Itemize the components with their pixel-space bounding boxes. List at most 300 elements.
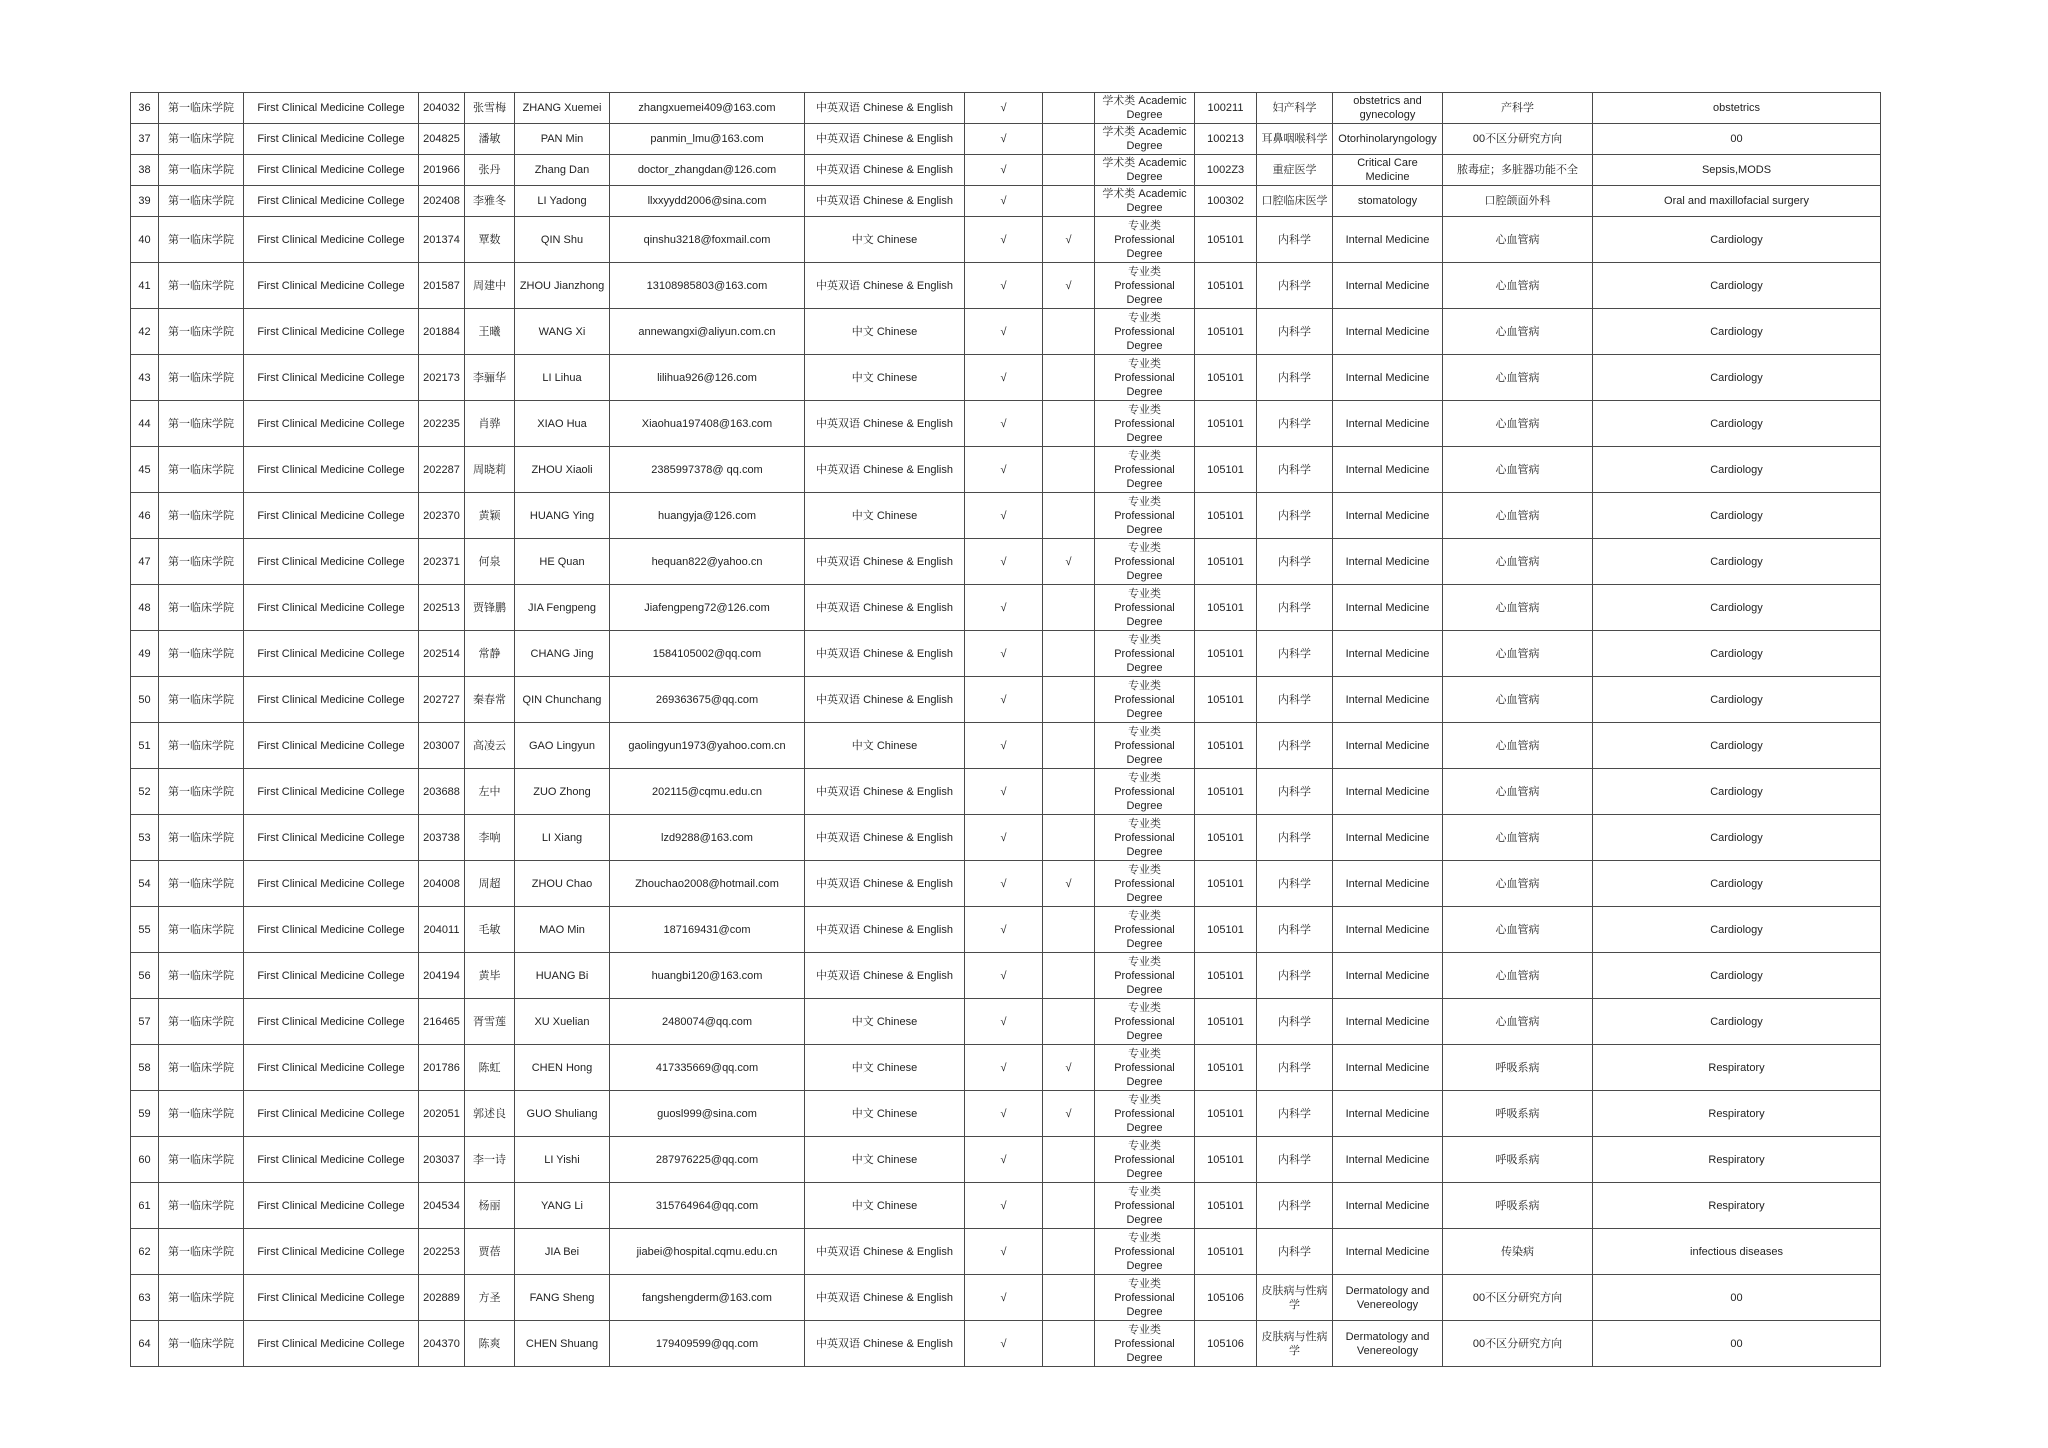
cell-subject-code: 105101 bbox=[1195, 355, 1257, 401]
cell-subject-english: Internal Medicine bbox=[1333, 401, 1443, 447]
cell-name-chinese: 肖骅 bbox=[465, 401, 515, 447]
table-row bbox=[131, 861, 1881, 907]
cell-name-english: XIAO Hua bbox=[515, 401, 610, 447]
cell-checkmark-2 bbox=[1043, 677, 1095, 723]
cell-email: 202115@cqmu.edu.cn bbox=[610, 769, 805, 815]
cell-subject-english: obstetrics and gynecology bbox=[1333, 93, 1443, 124]
cell-name-chinese: 黄颖 bbox=[465, 493, 515, 539]
cell-college-chinese: 第一临床学院 bbox=[159, 401, 244, 447]
cell-college-english: First Clinical Medicine College bbox=[244, 999, 419, 1045]
cell-teaching-language: 中英双语 Chinese & English bbox=[805, 447, 965, 493]
cell-college-chinese: 第一临床学院 bbox=[159, 1137, 244, 1183]
cell-row-number: 41 bbox=[131, 263, 159, 309]
cell-email: lzd9288@163.com bbox=[610, 815, 805, 861]
cell-subject-code: 105101 bbox=[1195, 953, 1257, 999]
cell-subject-chinese: 内科学 bbox=[1257, 815, 1333, 861]
cell-research-chinese: 心血管病 bbox=[1443, 769, 1593, 815]
cell-email: 13108985803@163.com bbox=[610, 263, 805, 309]
cell-email: 315764964@qq.com bbox=[610, 1183, 805, 1229]
cell-name-chinese: 周晓莉 bbox=[465, 447, 515, 493]
cell-name-english: ZUO Zhong bbox=[515, 769, 610, 815]
cell-subject-code: 105101 bbox=[1195, 585, 1257, 631]
cell-name-chinese: 王曦 bbox=[465, 309, 515, 355]
cell-college-english: First Clinical Medicine College bbox=[244, 186, 419, 217]
cell-subject-english: Internal Medicine bbox=[1333, 1137, 1443, 1183]
cell-name-chinese: 李响 bbox=[465, 815, 515, 861]
cell-name-chinese: 周超 bbox=[465, 861, 515, 907]
cell-research-chinese: 心血管病 bbox=[1443, 263, 1593, 309]
cell-name-english: CHANG Jing bbox=[515, 631, 610, 677]
cell-name-english: GAO Lingyun bbox=[515, 723, 610, 769]
cell-research-chinese: 脓毒症；多脏器功能不全 bbox=[1443, 155, 1593, 186]
cell-college-english: First Clinical Medicine College bbox=[244, 677, 419, 723]
cell-college-chinese: 第一临床学院 bbox=[159, 723, 244, 769]
cell-checkmark-1: √ bbox=[965, 585, 1043, 631]
cell-research-chinese: 呼吸系病 bbox=[1443, 1045, 1593, 1091]
table-row bbox=[131, 401, 1881, 447]
cell-degree-type: 专业类 Professional Degree bbox=[1095, 815, 1195, 861]
cell-email: doctor_zhangdan@126.com bbox=[610, 155, 805, 186]
cell-row-number: 63 bbox=[131, 1275, 159, 1321]
table-row bbox=[131, 217, 1881, 263]
cell-subject-english: Internal Medicine bbox=[1333, 907, 1443, 953]
cell-checkmark-1: √ bbox=[965, 1045, 1043, 1091]
cell-research-english: Cardiology bbox=[1593, 631, 1881, 677]
cell-subject-code: 1002Z3 bbox=[1195, 155, 1257, 186]
cell-subject-english: Internal Medicine bbox=[1333, 263, 1443, 309]
cell-subject-code: 105106 bbox=[1195, 1275, 1257, 1321]
table-body bbox=[131, 93, 1881, 1367]
cell-email: 269363675@qq.com bbox=[610, 677, 805, 723]
cell-degree-type: 专业类 Professional Degree bbox=[1095, 1321, 1195, 1367]
cell-teaching-language: 中英双语 Chinese & English bbox=[805, 401, 965, 447]
cell-subject-chinese: 内科学 bbox=[1257, 447, 1333, 493]
cell-checkmark-2 bbox=[1043, 723, 1095, 769]
cell-name-chinese: 陈爽 bbox=[465, 1321, 515, 1367]
cell-teaching-language: 中英双语 Chinese & English bbox=[805, 263, 965, 309]
cell-subject-english: Internal Medicine bbox=[1333, 447, 1443, 493]
cell-degree-type: 专业类 Professional Degree bbox=[1095, 1137, 1195, 1183]
cell-checkmark-2 bbox=[1043, 769, 1095, 815]
cell-college-english: First Clinical Medicine College bbox=[244, 447, 419, 493]
cell-supervisor-id: 202235 bbox=[419, 401, 465, 447]
cell-checkmark-2 bbox=[1043, 93, 1095, 124]
cell-email: 1584105002@qq.com bbox=[610, 631, 805, 677]
cell-supervisor-id: 203037 bbox=[419, 1137, 465, 1183]
cell-degree-type: 专业类 Professional Degree bbox=[1095, 1183, 1195, 1229]
cell-degree-type: 专业类 Professional Degree bbox=[1095, 355, 1195, 401]
cell-teaching-language: 中英双语 Chinese & English bbox=[805, 585, 965, 631]
cell-college-chinese: 第一临床学院 bbox=[159, 309, 244, 355]
cell-subject-english: Internal Medicine bbox=[1333, 539, 1443, 585]
cell-name-english: GUO Shuliang bbox=[515, 1091, 610, 1137]
cell-supervisor-id: 204194 bbox=[419, 953, 465, 999]
cell-row-number: 49 bbox=[131, 631, 159, 677]
cell-checkmark-2 bbox=[1043, 815, 1095, 861]
cell-research-english: infectious diseases bbox=[1593, 1229, 1881, 1275]
cell-college-chinese: 第一临床学院 bbox=[159, 1045, 244, 1091]
cell-checkmark-2 bbox=[1043, 1275, 1095, 1321]
cell-degree-type: 专业类 Professional Degree bbox=[1095, 493, 1195, 539]
cell-supervisor-id: 204008 bbox=[419, 861, 465, 907]
cell-college-english: First Clinical Medicine College bbox=[244, 401, 419, 447]
cell-subject-chinese: 重症医学 bbox=[1257, 155, 1333, 186]
cell-row-number: 59 bbox=[131, 1091, 159, 1137]
cell-teaching-language: 中文 Chinese bbox=[805, 493, 965, 539]
cell-subject-code: 105101 bbox=[1195, 769, 1257, 815]
table-row bbox=[131, 155, 1881, 186]
cell-teaching-language: 中英双语 Chinese & English bbox=[805, 1229, 965, 1275]
cell-teaching-language: 中英双语 Chinese & English bbox=[805, 631, 965, 677]
cell-checkmark-2: √ bbox=[1043, 1091, 1095, 1137]
cell-subject-chinese: 内科学 bbox=[1257, 631, 1333, 677]
cell-checkmark-1: √ bbox=[965, 999, 1043, 1045]
table-row bbox=[131, 677, 1881, 723]
cell-checkmark-2: √ bbox=[1043, 263, 1095, 309]
cell-college-english: First Clinical Medicine College bbox=[244, 631, 419, 677]
cell-email: Zhouchao2008@hotmail.com bbox=[610, 861, 805, 907]
cell-college-english: First Clinical Medicine College bbox=[244, 309, 419, 355]
cell-teaching-language: 中英双语 Chinese & English bbox=[805, 124, 965, 155]
cell-college-chinese: 第一临床学院 bbox=[159, 355, 244, 401]
cell-email: gaolingyun1973@yahoo.com.cn bbox=[610, 723, 805, 769]
cell-research-english: 00 bbox=[1593, 124, 1881, 155]
cell-name-chinese: 常静 bbox=[465, 631, 515, 677]
cell-row-number: 52 bbox=[131, 769, 159, 815]
cell-college-english: First Clinical Medicine College bbox=[244, 1091, 419, 1137]
table-row bbox=[131, 93, 1881, 124]
cell-supervisor-id: 202370 bbox=[419, 493, 465, 539]
table-row bbox=[131, 355, 1881, 401]
table-row bbox=[131, 1321, 1881, 1367]
cell-supervisor-id: 204534 bbox=[419, 1183, 465, 1229]
cell-subject-english: Internal Medicine bbox=[1333, 355, 1443, 401]
table-row bbox=[131, 1183, 1881, 1229]
cell-name-english: JIA Bei bbox=[515, 1229, 610, 1275]
cell-supervisor-id: 203007 bbox=[419, 723, 465, 769]
cell-name-english: JIA Fengpeng bbox=[515, 585, 610, 631]
cell-row-number: 60 bbox=[131, 1137, 159, 1183]
cell-college-chinese: 第一临床学院 bbox=[159, 447, 244, 493]
cell-subject-chinese: 内科学 bbox=[1257, 585, 1333, 631]
cell-college-chinese: 第一临床学院 bbox=[159, 677, 244, 723]
cell-name-chinese: 李骊华 bbox=[465, 355, 515, 401]
cell-subject-code: 105101 bbox=[1195, 1183, 1257, 1229]
cell-supervisor-id: 202514 bbox=[419, 631, 465, 677]
table-row bbox=[131, 493, 1881, 539]
cell-subject-chinese: 内科学 bbox=[1257, 401, 1333, 447]
cell-checkmark-2 bbox=[1043, 1183, 1095, 1229]
cell-college-english: First Clinical Medicine College bbox=[244, 723, 419, 769]
cell-research-english: obstetrics bbox=[1593, 93, 1881, 124]
cell-research-english: 00 bbox=[1593, 1321, 1881, 1367]
cell-subject-code: 105101 bbox=[1195, 677, 1257, 723]
cell-research-chinese: 00不区分研究方向 bbox=[1443, 124, 1593, 155]
cell-checkmark-2: √ bbox=[1043, 217, 1095, 263]
cell-college-english: First Clinical Medicine College bbox=[244, 861, 419, 907]
cell-subject-english: Internal Medicine bbox=[1333, 861, 1443, 907]
cell-research-chinese: 心血管病 bbox=[1443, 723, 1593, 769]
cell-research-chinese: 心血管病 bbox=[1443, 447, 1593, 493]
cell-row-number: 57 bbox=[131, 999, 159, 1045]
cell-email: 2480074@qq.com bbox=[610, 999, 805, 1045]
cell-degree-type: 专业类 Professional Degree bbox=[1095, 953, 1195, 999]
cell-name-english: ZHOU Chao bbox=[515, 861, 610, 907]
cell-college-chinese: 第一临床学院 bbox=[159, 815, 244, 861]
table-row bbox=[131, 1137, 1881, 1183]
cell-research-chinese: 心血管病 bbox=[1443, 217, 1593, 263]
cell-row-number: 48 bbox=[131, 585, 159, 631]
table-row bbox=[131, 631, 1881, 677]
cell-research-english: Cardiology bbox=[1593, 769, 1881, 815]
cell-checkmark-1: √ bbox=[965, 861, 1043, 907]
cell-name-english: PAN Min bbox=[515, 124, 610, 155]
cell-checkmark-2 bbox=[1043, 585, 1095, 631]
cell-college-chinese: 第一临床学院 bbox=[159, 493, 244, 539]
cell-degree-type: 专业类 Professional Degree bbox=[1095, 677, 1195, 723]
cell-college-chinese: 第一临床学院 bbox=[159, 953, 244, 999]
cell-supervisor-id: 201587 bbox=[419, 263, 465, 309]
cell-research-chinese: 心血管病 bbox=[1443, 815, 1593, 861]
cell-checkmark-2 bbox=[1043, 631, 1095, 677]
cell-checkmark-2 bbox=[1043, 124, 1095, 155]
cell-subject-english: Internal Medicine bbox=[1333, 953, 1443, 999]
cell-checkmark-1: √ bbox=[965, 677, 1043, 723]
table-row bbox=[131, 447, 1881, 493]
cell-email: fangshengderm@163.com bbox=[610, 1275, 805, 1321]
cell-degree-type: 专业类 Professional Degree bbox=[1095, 263, 1195, 309]
cell-email: llxxyydd2006@sina.com bbox=[610, 186, 805, 217]
cell-research-english: Cardiology bbox=[1593, 815, 1881, 861]
cell-subject-code: 105101 bbox=[1195, 1137, 1257, 1183]
cell-supervisor-id: 202727 bbox=[419, 677, 465, 723]
cell-research-chinese: 心血管病 bbox=[1443, 677, 1593, 723]
table-row bbox=[131, 1045, 1881, 1091]
table-row bbox=[131, 769, 1881, 815]
cell-supervisor-id: 202513 bbox=[419, 585, 465, 631]
cell-research-english: Cardiology bbox=[1593, 355, 1881, 401]
cell-supervisor-id: 201884 bbox=[419, 309, 465, 355]
cell-research-english: Cardiology bbox=[1593, 677, 1881, 723]
cell-name-chinese: 郭述良 bbox=[465, 1091, 515, 1137]
cell-teaching-language: 中文 Chinese bbox=[805, 1137, 965, 1183]
cell-name-english: CHEN Hong bbox=[515, 1045, 610, 1091]
supervisor-roster-table bbox=[130, 92, 1881, 1367]
table-row bbox=[131, 124, 1881, 155]
cell-supervisor-id: 202173 bbox=[419, 355, 465, 401]
cell-degree-type: 专业类 Professional Degree bbox=[1095, 769, 1195, 815]
cell-degree-type: 专业类 Professional Degree bbox=[1095, 861, 1195, 907]
cell-degree-type: 学术类 Academic Degree bbox=[1095, 93, 1195, 124]
cell-checkmark-2 bbox=[1043, 186, 1095, 217]
table-row bbox=[131, 1091, 1881, 1137]
cell-research-english: Cardiology bbox=[1593, 861, 1881, 907]
cell-checkmark-2 bbox=[1043, 309, 1095, 355]
cell-subject-code: 105101 bbox=[1195, 999, 1257, 1045]
cell-checkmark-1: √ bbox=[965, 447, 1043, 493]
cell-checkmark-1: √ bbox=[965, 217, 1043, 263]
cell-subject-chinese: 内科学 bbox=[1257, 769, 1333, 815]
cell-subject-chinese: 内科学 bbox=[1257, 861, 1333, 907]
cell-name-english: XU Xuelian bbox=[515, 999, 610, 1045]
cell-checkmark-1: √ bbox=[965, 1229, 1043, 1275]
cell-teaching-language: 中英双语 Chinese & English bbox=[805, 953, 965, 999]
cell-subject-code: 105101 bbox=[1195, 539, 1257, 585]
cell-degree-type: 专业类 Professional Degree bbox=[1095, 1229, 1195, 1275]
cell-row-number: 36 bbox=[131, 93, 159, 124]
cell-checkmark-1: √ bbox=[965, 124, 1043, 155]
cell-supervisor-id: 201374 bbox=[419, 217, 465, 263]
cell-supervisor-id: 204011 bbox=[419, 907, 465, 953]
cell-row-number: 62 bbox=[131, 1229, 159, 1275]
cell-subject-english: Internal Medicine bbox=[1333, 217, 1443, 263]
cell-supervisor-id: 203738 bbox=[419, 815, 465, 861]
cell-row-number: 37 bbox=[131, 124, 159, 155]
cell-row-number: 51 bbox=[131, 723, 159, 769]
cell-row-number: 38 bbox=[131, 155, 159, 186]
cell-subject-chinese: 内科学 bbox=[1257, 539, 1333, 585]
cell-college-chinese: 第一临床学院 bbox=[159, 539, 244, 585]
cell-supervisor-id: 201966 bbox=[419, 155, 465, 186]
cell-subject-chinese: 内科学 bbox=[1257, 1091, 1333, 1137]
cell-subject-chinese: 内科学 bbox=[1257, 953, 1333, 999]
cell-research-chinese: 心血管病 bbox=[1443, 401, 1593, 447]
cell-row-number: 58 bbox=[131, 1045, 159, 1091]
cell-research-english: Cardiology bbox=[1593, 999, 1881, 1045]
cell-email: 417335669@qq.com bbox=[610, 1045, 805, 1091]
cell-checkmark-1: √ bbox=[965, 1275, 1043, 1321]
cell-subject-chinese: 内科学 bbox=[1257, 1229, 1333, 1275]
cell-checkmark-2 bbox=[1043, 1137, 1095, 1183]
cell-research-chinese: 00不区分研究方向 bbox=[1443, 1275, 1593, 1321]
cell-degree-type: 专业类 Professional Degree bbox=[1095, 723, 1195, 769]
cell-subject-chinese: 耳鼻咽喉科学 bbox=[1257, 124, 1333, 155]
cell-checkmark-2 bbox=[1043, 1229, 1095, 1275]
cell-college-english: First Clinical Medicine College bbox=[244, 907, 419, 953]
cell-supervisor-id: 202408 bbox=[419, 186, 465, 217]
cell-checkmark-1: √ bbox=[965, 631, 1043, 677]
cell-checkmark-1: √ bbox=[965, 1321, 1043, 1367]
cell-college-chinese: 第一临床学院 bbox=[159, 1275, 244, 1321]
cell-subject-english: Internal Medicine bbox=[1333, 815, 1443, 861]
cell-college-chinese: 第一临床学院 bbox=[159, 1229, 244, 1275]
cell-subject-english: Otorhinolaryngology bbox=[1333, 124, 1443, 155]
cell-research-english: Cardiology bbox=[1593, 907, 1881, 953]
cell-college-chinese: 第一临床学院 bbox=[159, 631, 244, 677]
cell-degree-type: 学术类 Academic Degree bbox=[1095, 186, 1195, 217]
cell-college-chinese: 第一临床学院 bbox=[159, 1321, 244, 1367]
cell-research-chinese: 心血管病 bbox=[1443, 861, 1593, 907]
cell-name-english: YANG Li bbox=[515, 1183, 610, 1229]
cell-research-english: Cardiology bbox=[1593, 401, 1881, 447]
cell-research-chinese: 心血管病 bbox=[1443, 355, 1593, 401]
cell-subject-chinese: 皮肤病与性病学 bbox=[1257, 1275, 1333, 1321]
cell-supervisor-id: 202889 bbox=[419, 1275, 465, 1321]
cell-checkmark-2 bbox=[1043, 953, 1095, 999]
cell-name-chinese: 贾蓓 bbox=[465, 1229, 515, 1275]
cell-degree-type: 专业类 Professional Degree bbox=[1095, 907, 1195, 953]
cell-teaching-language: 中文 Chinese bbox=[805, 723, 965, 769]
cell-email: Xiaohua197408@163.com bbox=[610, 401, 805, 447]
cell-subject-chinese: 皮肤病与性病学 bbox=[1257, 1321, 1333, 1367]
cell-teaching-language: 中英双语 Chinese & English bbox=[805, 186, 965, 217]
cell-degree-type: 专业类 Professional Degree bbox=[1095, 631, 1195, 677]
cell-subject-english: Internal Medicine bbox=[1333, 1183, 1443, 1229]
cell-checkmark-1: √ bbox=[965, 186, 1043, 217]
cell-college-english: First Clinical Medicine College bbox=[244, 815, 419, 861]
cell-row-number: 43 bbox=[131, 355, 159, 401]
cell-degree-type: 专业类 Professional Degree bbox=[1095, 539, 1195, 585]
cell-row-number: 61 bbox=[131, 1183, 159, 1229]
cell-teaching-language: 中英双语 Chinese & English bbox=[805, 539, 965, 585]
cell-name-english: Zhang Dan bbox=[515, 155, 610, 186]
cell-subject-english: Internal Medicine bbox=[1333, 723, 1443, 769]
cell-supervisor-id: 216465 bbox=[419, 999, 465, 1045]
cell-degree-type: 专业类 Professional Degree bbox=[1095, 1275, 1195, 1321]
cell-college-chinese: 第一临床学院 bbox=[159, 93, 244, 124]
cell-subject-english: Critical Care Medicine bbox=[1333, 155, 1443, 186]
cell-teaching-language: 中英双语 Chinese & English bbox=[805, 1275, 965, 1321]
cell-checkmark-1: √ bbox=[965, 1183, 1043, 1229]
cell-subject-chinese: 妇产科学 bbox=[1257, 93, 1333, 124]
cell-subject-code: 100213 bbox=[1195, 124, 1257, 155]
cell-checkmark-1: √ bbox=[965, 493, 1043, 539]
cell-email: qinshu3218@foxmail.com bbox=[610, 217, 805, 263]
cell-row-number: 64 bbox=[131, 1321, 159, 1367]
table-row bbox=[131, 186, 1881, 217]
cell-research-english: Respiratory bbox=[1593, 1183, 1881, 1229]
cell-research-chinese: 心血管病 bbox=[1443, 999, 1593, 1045]
cell-checkmark-2: √ bbox=[1043, 861, 1095, 907]
cell-subject-chinese: 内科学 bbox=[1257, 1137, 1333, 1183]
cell-subject-english: Internal Medicine bbox=[1333, 493, 1443, 539]
table-row bbox=[131, 309, 1881, 355]
cell-subject-english: Internal Medicine bbox=[1333, 585, 1443, 631]
cell-college-english: First Clinical Medicine College bbox=[244, 263, 419, 309]
cell-teaching-language: 中英双语 Chinese & English bbox=[805, 907, 965, 953]
cell-email: jiabei@hospital.cqmu.edu.cn bbox=[610, 1229, 805, 1275]
table-row bbox=[131, 585, 1881, 631]
cell-teaching-language: 中文 Chinese bbox=[805, 309, 965, 355]
cell-degree-type: 学术类 Academic Degree bbox=[1095, 124, 1195, 155]
cell-degree-type: 专业类 Professional Degree bbox=[1095, 309, 1195, 355]
cell-subject-code: 105101 bbox=[1195, 447, 1257, 493]
cell-name-english: ZHOU Jianzhong bbox=[515, 263, 610, 309]
cell-research-english: Cardiology bbox=[1593, 723, 1881, 769]
cell-subject-chinese: 内科学 bbox=[1257, 263, 1333, 309]
cell-email: lilihua926@126.com bbox=[610, 355, 805, 401]
cell-teaching-language: 中文 Chinese bbox=[805, 999, 965, 1045]
cell-email: annewangxi@aliyun.com.cn bbox=[610, 309, 805, 355]
cell-research-english: Cardiology bbox=[1593, 539, 1881, 585]
cell-research-chinese: 心血管病 bbox=[1443, 907, 1593, 953]
cell-degree-type: 学术类 Academic Degree bbox=[1095, 155, 1195, 186]
cell-subject-code: 100211 bbox=[1195, 93, 1257, 124]
cell-email: 287976225@qq.com bbox=[610, 1137, 805, 1183]
cell-research-english: Cardiology bbox=[1593, 493, 1881, 539]
cell-research-chinese: 呼吸系病 bbox=[1443, 1137, 1593, 1183]
cell-college-chinese: 第一临床学院 bbox=[159, 263, 244, 309]
cell-checkmark-1: √ bbox=[965, 723, 1043, 769]
cell-email: guosl999@sina.com bbox=[610, 1091, 805, 1137]
cell-name-chinese: 高凌云 bbox=[465, 723, 515, 769]
cell-teaching-language: 中英双语 Chinese & English bbox=[805, 93, 965, 124]
cell-name-english: LI Xiang bbox=[515, 815, 610, 861]
cell-subject-code: 105101 bbox=[1195, 493, 1257, 539]
cell-research-chinese: 传染病 bbox=[1443, 1229, 1593, 1275]
cell-checkmark-1: √ bbox=[965, 907, 1043, 953]
cell-subject-english: Internal Medicine bbox=[1333, 677, 1443, 723]
